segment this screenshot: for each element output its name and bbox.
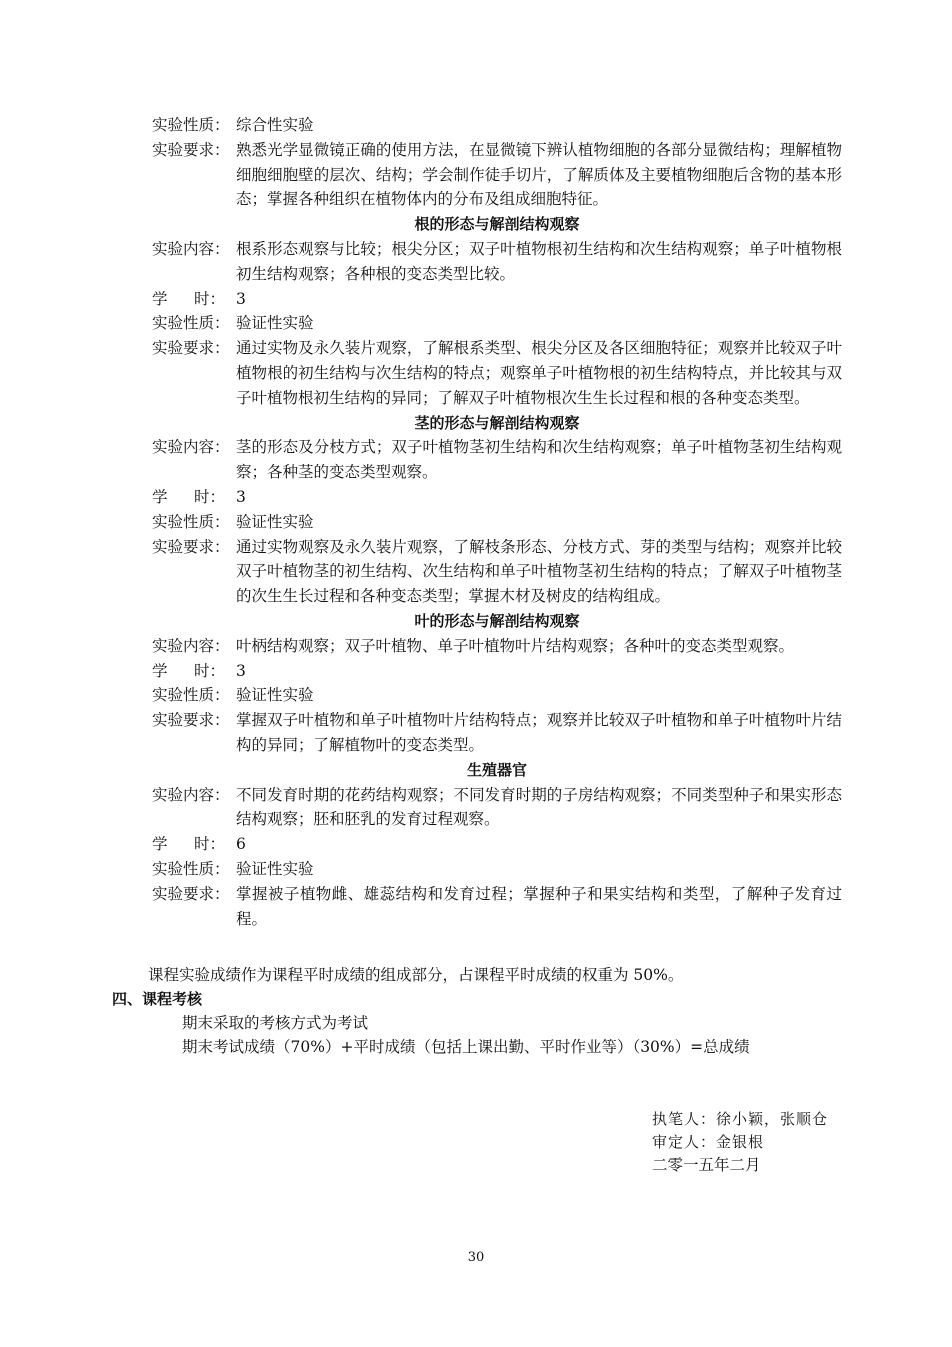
- field-row: [152, 683, 842, 708]
- field-label: 实验要求：: [152, 884, 230, 903]
- field-label: [152, 287, 236, 312]
- field-label: 实验性质：: [152, 686, 230, 705]
- field-row: [152, 435, 842, 485]
- field-label-part: 学: [152, 289, 168, 308]
- reviewer-line: 审定人：金银根: [652, 1133, 765, 1151]
- field-row: [152, 237, 842, 287]
- field-label: 实验内容：: [152, 636, 230, 655]
- field-value: 根系形态观察与比较；根尖分区；双子叶植物根初生结构和次生结构观察；单子叶植物根初生结构观察；各种根的变态类型比较。: [236, 239, 842, 283]
- field-label-part: 学: [152, 487, 168, 506]
- hours-row: [152, 485, 842, 510]
- field-value: 通过实物及永久装片观察，了解根系类型、根尖分区及各区细胞特征；观察并比较双子叶植物根的初生结构与次生结构的特点；观察单子叶植物根的初生结构特点，并比较其与双子叶植物根初生结构的异同；了解双子叶植物根次生生长过程和根的各种变态类型。: [236, 339, 842, 407]
- field-row: [152, 535, 842, 609]
- field-value: 6: [236, 835, 246, 854]
- field-label: 实验性质：: [152, 512, 230, 531]
- field-row: [152, 708, 842, 758]
- hours-row: [152, 832, 842, 857]
- field-value: 3: [236, 487, 246, 506]
- field-label-part: 时：: [194, 487, 226, 506]
- section-title: 四、课程考核: [112, 990, 203, 1008]
- field-value: 熟悉光学显微镜正确的使用方法，在显微镜下辨认植物细胞的各部分显微结构；理解植物细胞细胞壁的层次、结构；学会制作徒手切片，了解质体及主要植物细胞后含物的基本形态；掌握各种组织在植物体内的分布及组成细胞特征。: [236, 140, 842, 209]
- field-row: [152, 857, 842, 882]
- field-label: 实验要求：: [152, 711, 230, 730]
- field-label: 实验要求：: [152, 537, 230, 556]
- field-row: [152, 510, 842, 535]
- field-row: [152, 138, 842, 212]
- field-value: 掌握双子叶植物和单子叶植物叶片结构特点；观察并比较双子叶植物和单子叶植物叶片结构的异同；了解植物叶的变态类型。: [236, 711, 842, 754]
- field-label: 实验性质：: [152, 116, 230, 134]
- field-label-part: 学: [152, 661, 168, 680]
- writers-line: 执笔人：徐小颖，张顺仓: [652, 1110, 829, 1128]
- field-value: 3: [236, 289, 246, 308]
- field-label: [152, 832, 236, 857]
- field-label-part: 时：: [194, 661, 226, 680]
- field-label-part: 时：: [194, 289, 226, 308]
- experiment-heading: 叶的形态与解剖结构观察: [414, 611, 580, 630]
- field-value: 验证性实验: [236, 686, 314, 705]
- experiment-heading: 根的形态与解剖结构观察: [414, 215, 580, 234]
- field-label: 实验内容：: [152, 239, 230, 258]
- field-value: 综合性实验: [236, 116, 314, 134]
- page-number: 30: [467, 1250, 485, 1265]
- field-label: 实验性质：: [152, 859, 230, 878]
- field-label: 实验要求：: [152, 339, 230, 358]
- field-row: [152, 311, 842, 336]
- hours-row: [152, 287, 842, 312]
- field-value: 茎的形态及分枝方式；双子叶植物茎初生结构和次生结构观察；单子叶植物茎初生结构观察；各种茎的变态类型观察。: [236, 438, 842, 482]
- field-label: 实验内容：: [152, 438, 230, 457]
- field-row: [152, 336, 842, 410]
- assessment-method: 期末采取的考核方式为考试: [182, 1014, 369, 1032]
- experiment-list: [152, 113, 842, 931]
- field-value: 3: [236, 661, 246, 680]
- field-label: [152, 659, 236, 684]
- grade-weight-note: 课程实验成绩作为课程平时成绩的组成部分，占课程平时成绩的权重为 50%。: [148, 966, 684, 984]
- field-value: 验证性实验: [236, 512, 314, 531]
- field-row: [152, 113, 842, 138]
- field-value: 验证性实验: [236, 314, 314, 333]
- field-label: 实验内容：: [152, 785, 230, 804]
- date-line: 二零一五年二月: [652, 1156, 761, 1174]
- field-value: 验证性实验: [236, 859, 314, 878]
- field-row: [152, 634, 842, 659]
- field-label-part: 学: [152, 835, 168, 854]
- field-value: 不同发育时期的花药结构观察；不同发育时期的子房结构观察；不同类型种子和果实形态结构观察；胚和胚乳的发育过程观察。: [236, 785, 842, 829]
- field-label: [152, 485, 236, 510]
- field-label: 实验性质：: [152, 314, 230, 333]
- field-row: [152, 882, 842, 932]
- field-value: 掌握被子植物雌、雄蕊结构和发育过程；掌握种子和果实结构和类型，了解种子发育过程。: [236, 884, 842, 928]
- field-value: 通过实物观察及永久装片观察，了解枝条形态、分枝方式、芽的类型与结构；观察并比较双子叶植物茎的初生结构、次生结构和单子叶植物茎初生结构的特点；了解双子叶植物茎的次生生长过程和各种变态类型；掌握木材及树皮的结构组成。: [236, 537, 842, 606]
- field-row: [152, 783, 842, 833]
- experiment-heading: 茎的形态与解剖结构观察: [414, 413, 580, 432]
- hours-row: [152, 659, 842, 684]
- field-label: 实验要求：: [152, 140, 230, 159]
- field-value: 叶柄结构观察；双子叶植物、单子叶植物叶片结构观察；各种叶的变态类型观察。: [236, 636, 795, 655]
- assessment-formula: 期末考试成绩（70%）+平时成绩（包括上课出勤、平时作业等）（30%）=总成绩: [182, 1038, 750, 1056]
- experiment-heading: 生殖器官: [466, 760, 527, 779]
- field-label-part: 时：: [194, 835, 226, 854]
